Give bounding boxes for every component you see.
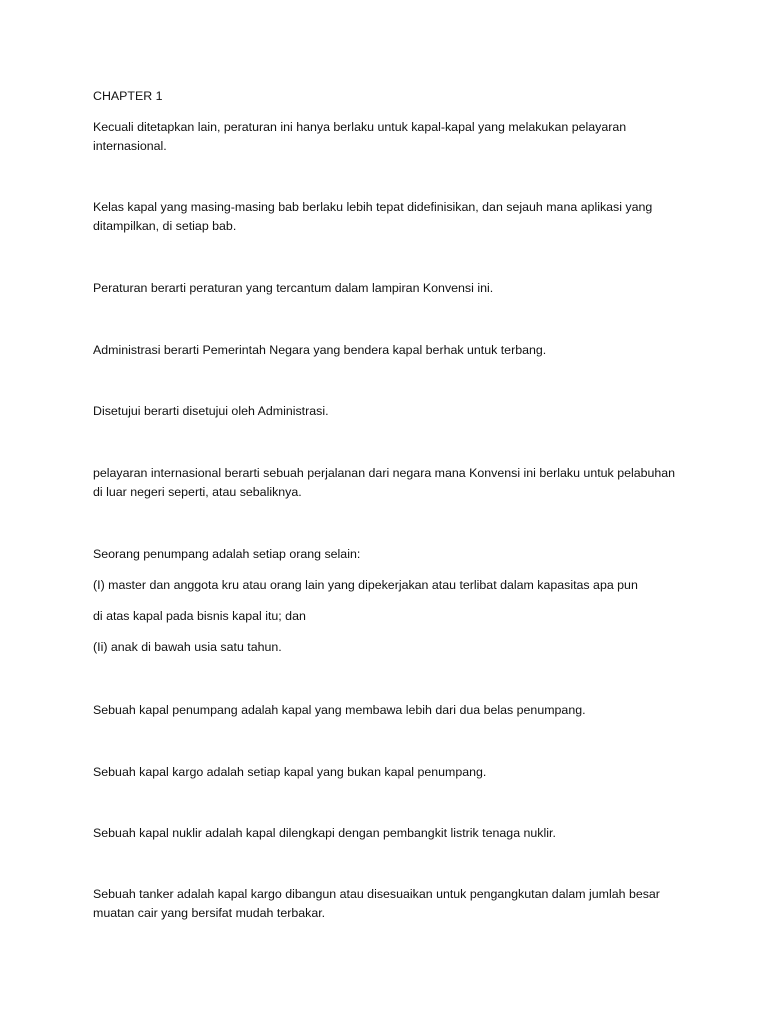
paragraph-tanker-definition: Sebuah tanker adalah kapal kargo dibangun atau disesuaikan untuk pengangkutan dalam jumlah besar muatan cair yang bersifat mudah terbakar.	[93, 887, 660, 920]
paragraph-regulations-definition: Peraturan berarti peraturan yang tercantum dalam lampiran Konvensi ini.	[93, 281, 494, 295]
passenger-exception-item-2: (Ii) anak di bawah usia satu tahun.	[93, 640, 282, 654]
paragraph-nuclear-ship-definition: Sebuah kapal nuklir adalah kapal dilengkapi dengan pembangkit listrik tenaga nuklir.	[93, 826, 556, 840]
passenger-exception-item-1: (I) master dan anggota kru atau orang lain yang dipekerjakan atau terlibat dalam kapasitas apa pun	[93, 578, 638, 592]
paragraph-passenger-ship-definition: Sebuah kapal penumpang adalah kapal yang membawa lebih dari dua belas penumpang.	[93, 703, 586, 717]
chapter-heading: CHAPTER 1	[93, 89, 163, 103]
paragraph-scope: Kecuali ditetapkan lain, peraturan ini hanya berlaku untuk kapal-kapal yang melakukan pelayaran internasional.	[93, 120, 627, 153]
paragraph-passenger-definition: Seorang penumpang adalah setiap orang selain:	[93, 547, 361, 561]
paragraph-international-voyage-definition: pelayaran internasional berarti sebuah perjalanan dari negara mana Konvensi ini berlaku untuk pelabuhan di luar negeri seperti, atau sebaliknya.	[93, 466, 676, 499]
paragraph-administration-definition: Administrasi berarti Pemerintah Negara yang bendera kapal berhak untuk terbang.	[93, 343, 547, 357]
paragraph-approved-definition: Disetujui berarti disetujui oleh Administrasi.	[93, 404, 329, 418]
paragraph-cargo-ship-definition: Sebuah kapal kargo adalah setiap kapal yang bukan kapal penumpang.	[93, 765, 487, 779]
paragraph-ship-classes: Kelas kapal yang masing-masing bab berlaku lebih tepat didefinisikan, dan sejauh mana aplikasi yang ditampilkan, di setiap bab.	[93, 200, 653, 233]
passenger-exception-item-1-continued: di atas kapal pada bisnis kapal itu; dan	[93, 609, 306, 623]
